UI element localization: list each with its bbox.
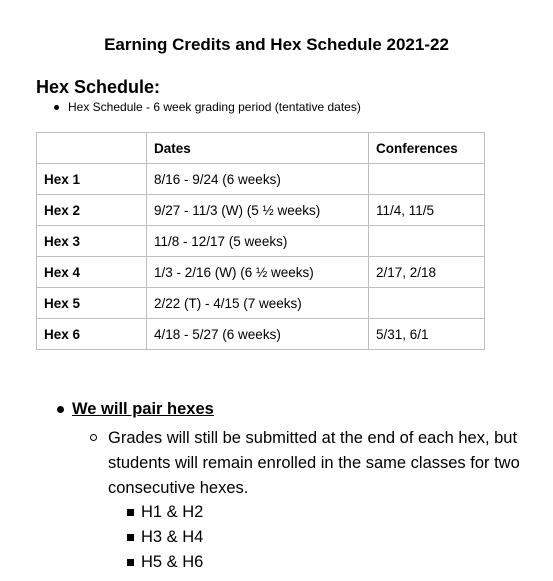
- table-header-row: [37, 133, 485, 164]
- pair-hexes-label: We will pair hexes: [72, 400, 214, 418]
- square-bullet-icon: [127, 509, 134, 516]
- conferences-cell: [369, 226, 485, 257]
- hex-schedule-table: [36, 132, 485, 350]
- conferences-cell: 5/31, 6/1: [369, 319, 485, 350]
- hex-name-cell: Hex 6: [37, 319, 147, 350]
- header-cell-dates: Dates: [147, 133, 369, 164]
- conferences-cell: 11/4, 11/5: [369, 195, 485, 226]
- header-cell-conferences: Conferences: [369, 133, 485, 164]
- table-row: [37, 226, 485, 257]
- hex-pairs-list: [127, 500, 203, 575]
- pair-hexes-bullet: [57, 400, 214, 419]
- document-title: Earning Credits and Hex Schedule 2021-22: [104, 35, 449, 54]
- hex-pair-label: H3 & H4: [141, 528, 204, 546]
- intro-bullet-text: Hex Schedule - 6 week grading period (tentative dates): [68, 100, 361, 114]
- hex-name-cell: Hex 5: [37, 288, 147, 319]
- header-cell-blank: [37, 133, 147, 164]
- table-row: [37, 319, 485, 350]
- square-bullet-icon: [127, 559, 134, 566]
- table-row: [37, 288, 485, 319]
- conferences-cell: [369, 288, 485, 319]
- grades-sub-bullet-text: Grades will still be submitted at the end of each hex, but students will remain enrolled in the same classes for two consecutive hexes.: [108, 429, 520, 497]
- intro-bullet: [54, 100, 361, 114]
- dates-cell: 9/27 - 11/3 (W) (5 ½ weeks): [147, 195, 369, 226]
- dates-cell: 8/16 - 9/24 (6 weeks): [147, 164, 369, 195]
- list-item: [127, 550, 203, 575]
- bullet-dot-icon: [54, 105, 59, 110]
- square-bullet-icon: [127, 534, 134, 541]
- section-heading: Hex Schedule:: [36, 77, 161, 97]
- dates-cell: 11/8 - 12/17 (5 weeks): [147, 226, 369, 257]
- list-item: [127, 525, 203, 550]
- list-item: [127, 500, 203, 525]
- hex-pair-label: H5 & H6: [141, 553, 204, 571]
- dates-cell: 2/22 (T) - 4/15 (7 weeks): [147, 288, 369, 319]
- conferences-cell: 2/17, 2/18: [369, 257, 485, 288]
- conferences-cell: [369, 164, 485, 195]
- bullet-dot-icon: [57, 406, 64, 413]
- grades-sub-bullet: [90, 426, 530, 501]
- hex-pair-label: H1 & H2: [141, 503, 204, 521]
- hollow-circle-bullet-icon: [90, 434, 97, 441]
- hex-name-cell: Hex 2: [37, 195, 147, 226]
- hex-name-cell: Hex 4: [37, 257, 147, 288]
- table-row: [37, 257, 485, 288]
- dates-cell: 4/18 - 5/27 (6 weeks): [147, 319, 369, 350]
- table-row: [37, 164, 485, 195]
- dates-cell: 1/3 - 2/16 (W) (6 ½ weeks): [147, 257, 369, 288]
- hex-name-cell: Hex 3: [37, 226, 147, 257]
- hex-name-cell: Hex 1: [37, 164, 147, 195]
- table-row: [37, 195, 485, 226]
